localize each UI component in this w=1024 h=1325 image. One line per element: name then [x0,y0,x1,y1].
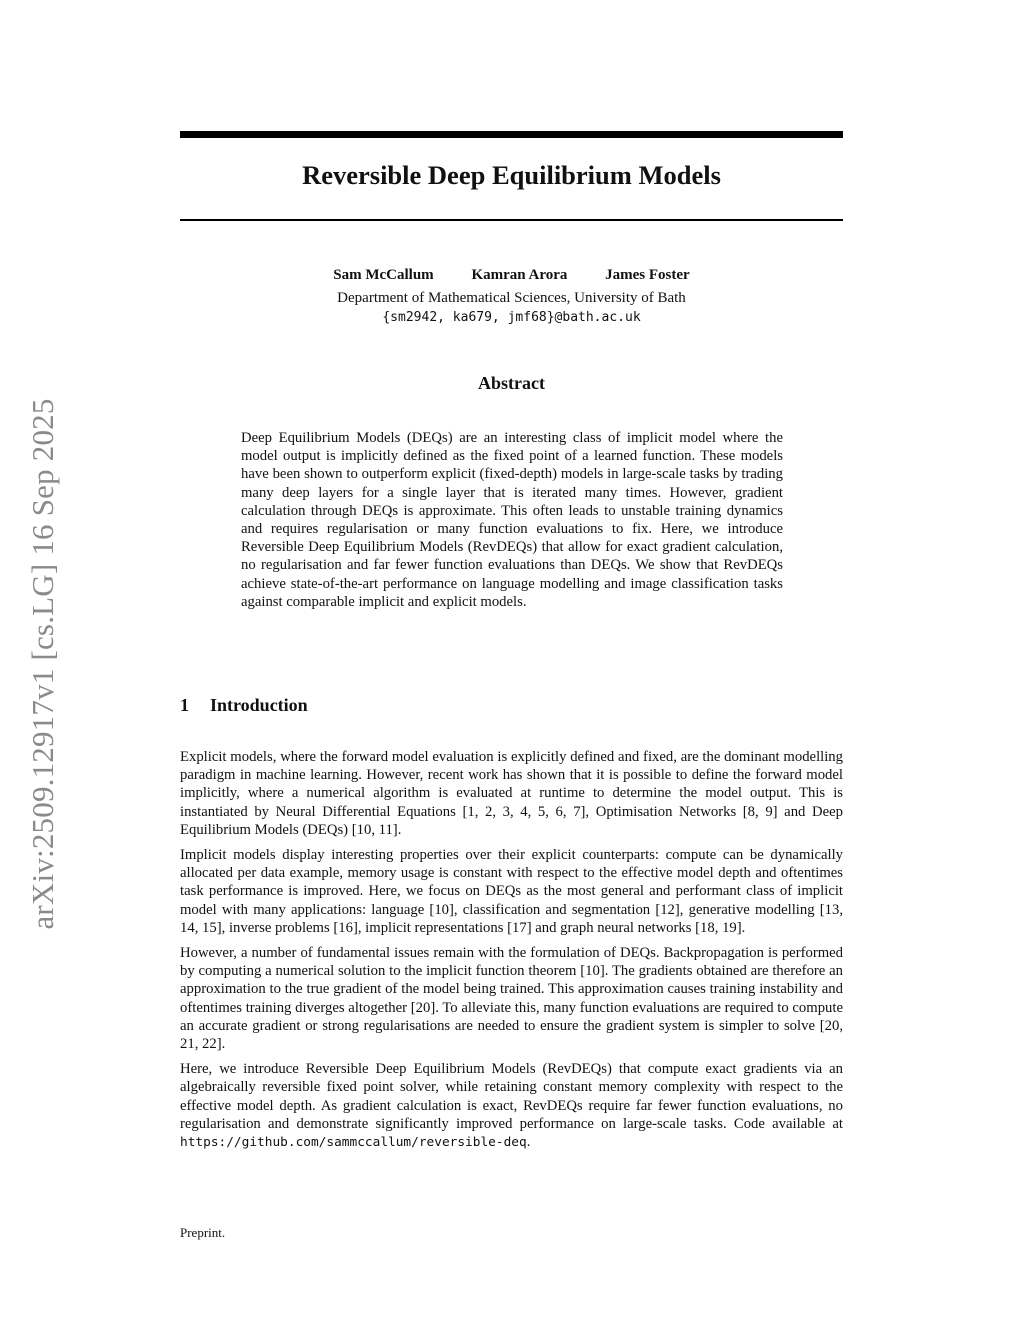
abstract-text: Deep Equilibrium Models (DEQs) are an interesting class of implicit model where the model output is implicitly defined as the fixed point of a learned function. These models have been shown to outperform explicit (fixed-depth) models in large-scale tasks by trading many deep layers for a single layer that is iterated many times. However, gradient calculation through DEQs is approximate. This often leads to unstable training dynamics and requires regularisation or many function evaluations to fix. Here, we introduce Reversible Deep Equilibrium Models (RevDEQs) that allow for exact gradient calculation, no regularisation and far fewer function evaluations than DEQs. We show that RevDEQs achieve state-of-the-art performance on language modelling and image classification tasks against comparable implicit and explicit models. [241,430,783,610]
affiliation-block [180,289,843,327]
author-name: Kamran Arora [471,267,568,283]
footer-note: Preprint. [180,1225,226,1240]
paragraph: Explicit models, where the forward model evaluation is explicitly defined and fixed, are the dominant modelling paradigm in machine learning. However, recent work has shown that it is possible to define the forward model implicitly, where a numerical algorithm is evaluated at runtime to determine the model output. This is instantiated by Neural Differential Equations [1, 2, 3, 4, 5, 6, 7], Optimisation Networks [8, 9] and Deep Equilibrium Models (DEQs) [10, 11]. [180,749,843,838]
author-name: Sam McCallum [333,267,434,283]
paper-title: Reversible Deep Equilibrium Models [302,160,721,190]
introduction-body [180,748,843,1159]
section-number: 1 [180,695,189,715]
author-emails: {sm2942, ka679, jmf68}@bath.ac.uk [382,310,641,325]
arxiv-stamp: arXiv:2509.12917v1 [cs.LG] 16 Sep 2025 [25,398,60,930]
paragraph-last [180,1060,843,1152]
title-rule-top [180,131,843,138]
paragraph: Implicit models display interesting properties over their explicit counterparts: compute can be dynamically allocated per data example, memory usage is constant with respect to the effective model depth and oftentimes task performance is improved. Here, we focus on DEQs as the most general and performant class of implicit model with many applications: language [10], classification and segmentation [12], generative modelling [13, 14, 15], inverse problems [16], implicit representations [17] and graph neural networks [18, 19]. [180,847,843,936]
paragraph: However, a number of fundamental issues remain with the formulation of DEQs. Backpropagation is performed by computing a numerical solution to the implicit function theorem [10]. The gradients obtained are therefore an approximation to the true gradient of the model being trained. This approximation causes training instability and oftentimes training diverges altogether [20]. To alleviate this, many function evaluations are required to compute an accurate gradient or strong regularisations are needed to ensure the gradient system is simpler to solve [20, 21, 22]. [180,945,843,1053]
author-list [180,267,843,284]
author-name: James Foster [605,267,690,283]
section-title: Introduction [210,695,308,715]
code-link[interactable]: https://github.com/sammccallum/reversible-deq [180,1135,527,1151]
section-heading [180,695,308,716]
abstract-heading: Abstract [478,373,545,393]
paragraph-text: Here, we introduce Reversible Deep Equilibrium Models (RevDEQs) that compute exact gradients via an algebraically reversible fixed point solver, while retaining constant memory complexity with respect to the effective model depth. As gradient calculation is exact, RevDEQs require far fewer function evaluations, no regularisation and demonstrate significantly improved performance on large-scale tasks. Code available at [180,1061,843,1132]
title-rule-bottom [180,219,843,221]
affiliation: Department of Mathematical Sciences, University of Bath [337,290,686,306]
paragraph-end: . [526,1134,531,1151]
